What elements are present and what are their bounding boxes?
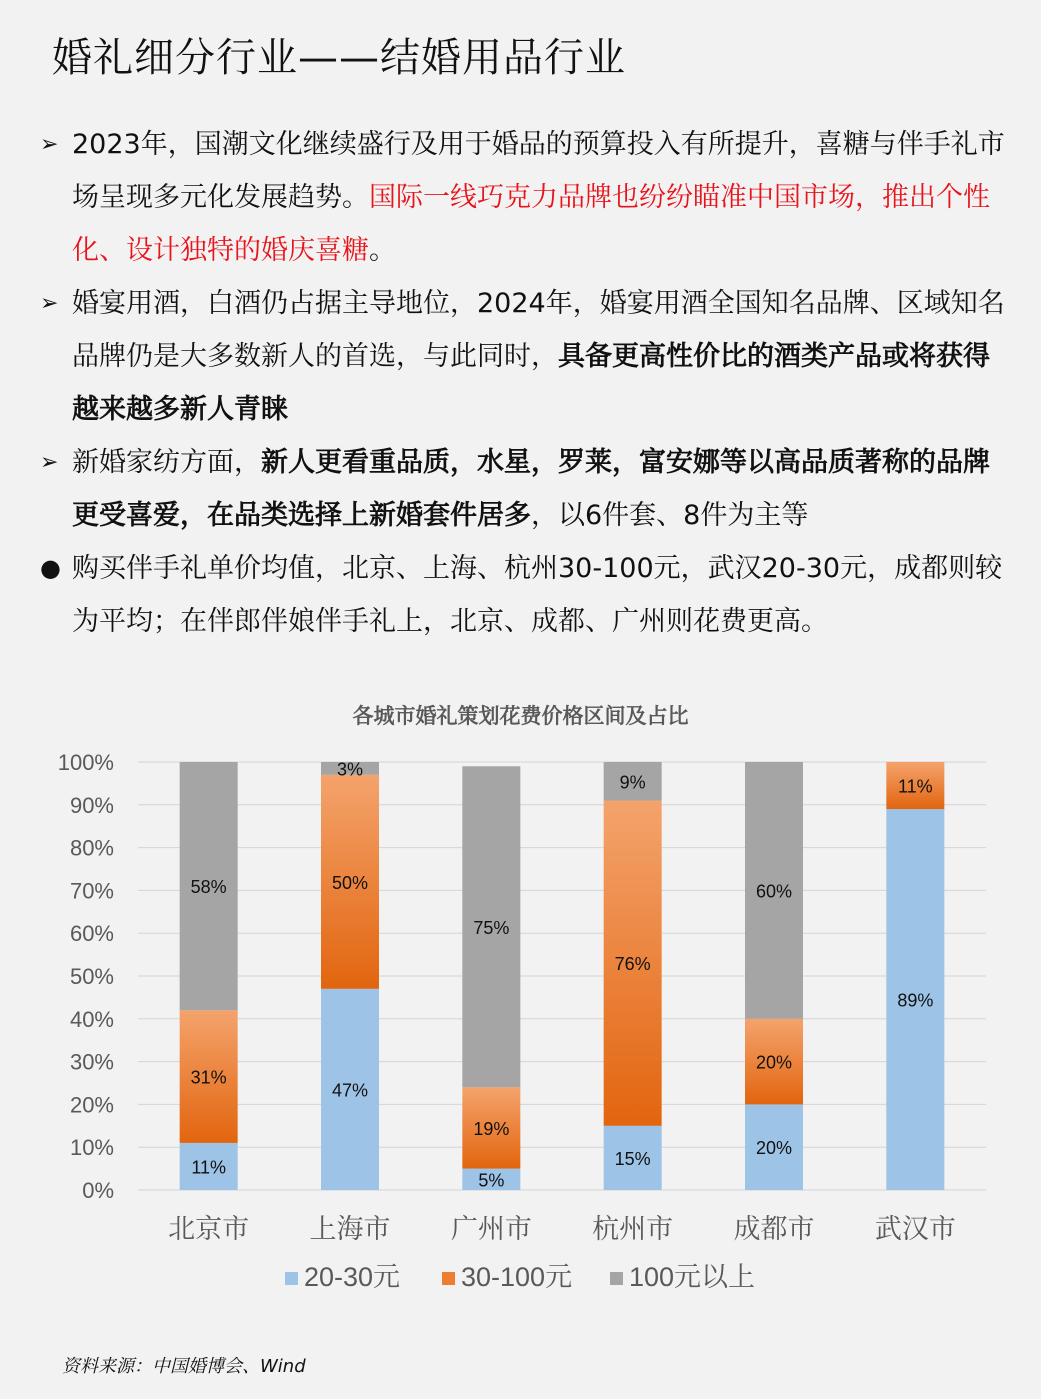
y-tick-label: 30% (69, 1049, 114, 1075)
data-label: 5% (478, 1170, 505, 1191)
x-tick-label: 成都市 (733, 1214, 815, 1245)
y-tick-label: 50% (69, 964, 114, 989)
y-tick-label: 70% (69, 878, 114, 904)
source-note: 资料来源：中国婚博会、Wind (62, 1356, 306, 1377)
bullet-item (40, 542, 1015, 648)
y-tick-label: 0% (82, 1178, 114, 1203)
data-label: 58% (190, 877, 227, 898)
data-label: 3% (336, 759, 364, 780)
data-label: 50% (331, 872, 369, 893)
arrow-bullet-icon: ➢ (40, 450, 59, 475)
x-tick-label: 杭州市 (592, 1214, 674, 1245)
page-title: 婚礼细分行业——结婚用品行业 (52, 35, 626, 81)
legend-label: 20-30元 (304, 1262, 401, 1292)
legend-swatch (442, 1272, 455, 1285)
x-tick-label: 上海市 (309, 1214, 391, 1245)
y-tick-label: 10% (69, 1135, 114, 1161)
y-tick-label: 40% (69, 1006, 114, 1032)
emphasis-text: 具备更高性价比的酒类产品或将获得越来越多新人青睐 (72, 341, 990, 425)
dot-bullet-icon: ● (40, 554, 61, 582)
data-label: 20% (755, 1138, 793, 1159)
bullet-text: 婚宴用酒，白酒仍占据主导地位，2024年，婚宴用酒全国知名品牌、区域知名品牌仍是大多数新人的首选，与此同时， (72, 288, 1005, 372)
bullet-item (40, 436, 1015, 542)
data-label: 11% (191, 1157, 227, 1178)
legend-swatch (285, 1272, 298, 1285)
emphasis-text: 新人更看重品质，水星，罗莱，富安娜等以高品质著称的品牌更受喜爱，在品类选择上新婚套件居多 (72, 447, 990, 531)
data-label: 9% (619, 772, 646, 793)
bullet-text: 购买伴手礼单价均值，北京、上海、杭州30-100元，武汉20-30元，成都则较为平均；在伴郎伴娘伴手礼上，北京、成都、广州则花费更高。 (72, 553, 1003, 637)
data-label: 60% (755, 881, 793, 902)
legend-swatch (610, 1272, 623, 1285)
bullet-text: 新婚家纺方面， (72, 447, 261, 478)
y-tick-label: 80% (69, 835, 114, 861)
highlight-text: 国际一线巧克力品牌也纷纷瞄准中国市场，推出个性化、设计独特的婚庆喜糖 (72, 182, 990, 266)
x-tick-label: 北京市 (168, 1214, 250, 1245)
x-tick-label: 武汉市 (874, 1214, 956, 1245)
data-label: 20% (755, 1052, 793, 1073)
stacked-bar-chart (0, 730, 1041, 1330)
legend-label: 100元以上 (629, 1262, 756, 1292)
x-tick-label: 广州市 (450, 1214, 532, 1245)
y-tick-label: 20% (69, 1092, 114, 1118)
arrow-bullet-icon: ➢ (40, 291, 59, 316)
data-label: 19% (473, 1118, 510, 1139)
data-label: 89% (897, 990, 934, 1011)
data-label: 75% (473, 917, 510, 938)
y-tick-label: 90% (69, 792, 114, 818)
data-label: 47% (331, 1080, 369, 1101)
data-label: 11% (897, 776, 933, 797)
data-label: 31% (190, 1067, 227, 1088)
y-tick-label: 60% (69, 921, 114, 947)
y-tick-label: 100% (57, 750, 114, 775)
arrow-bullet-icon: ➢ (40, 132, 59, 157)
legend-label: 30-100元 (461, 1262, 573, 1292)
bullet-text: ，以6件套、8件为主等 (531, 500, 809, 531)
chart-title: 各城市婚礼策划花费价格区间及占比 (352, 704, 689, 728)
bullet-text: 。 (369, 235, 396, 266)
bullet-item (40, 277, 1015, 436)
bullet-item (40, 118, 1015, 277)
bullet-text: 2023年，国潮文化继续盛行及用于婚品的预算投入有所提升，喜糖与伴手礼市场呈现多元化发展趋势。 (72, 129, 1005, 213)
data-label: 15% (614, 1148, 651, 1169)
bullet-list (40, 118, 1015, 648)
data-label: 76% (614, 954, 651, 975)
